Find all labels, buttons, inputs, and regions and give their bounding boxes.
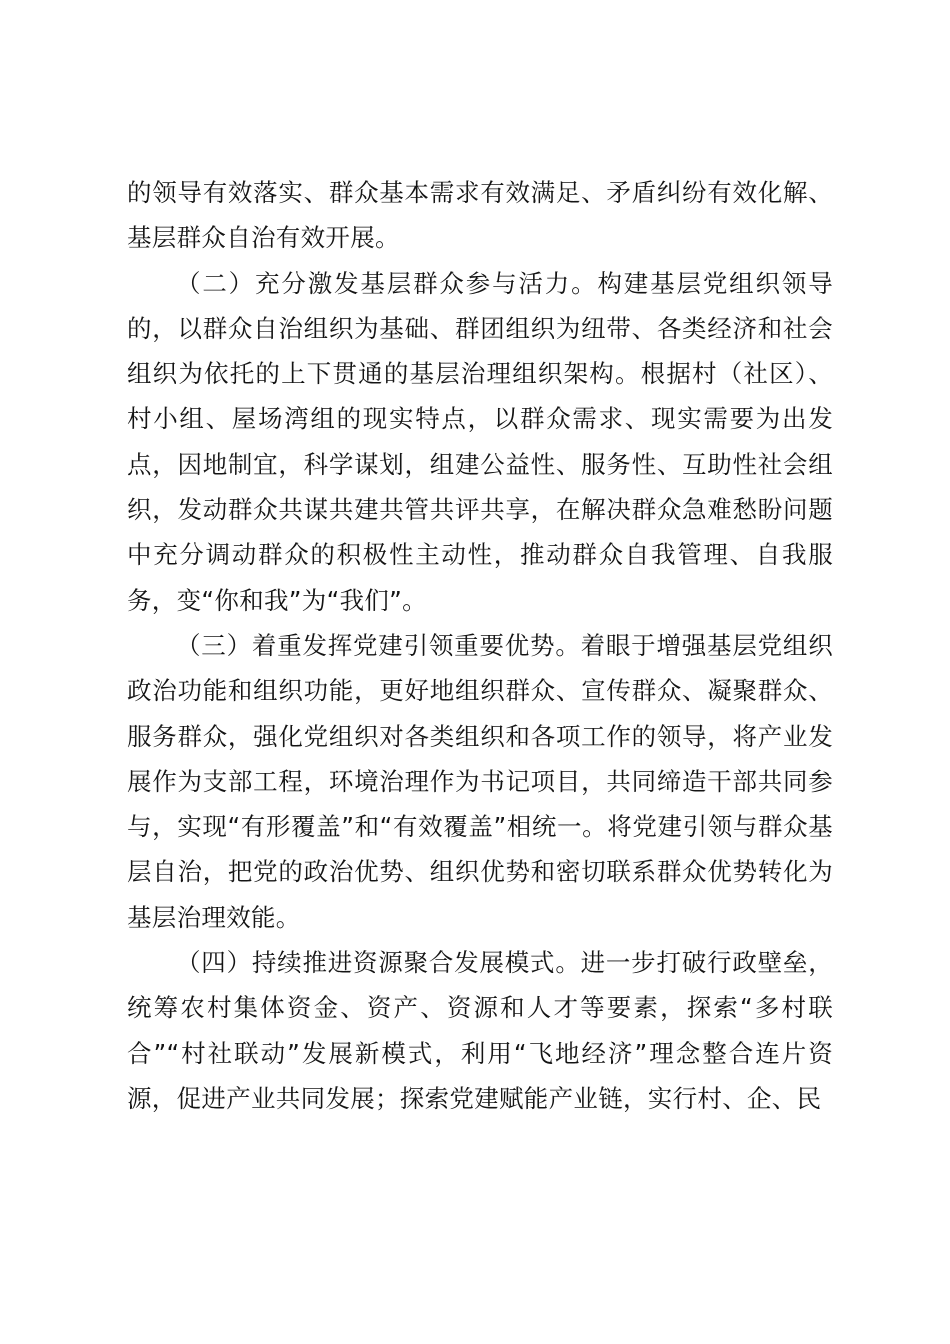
document-page — [127, 170, 833, 1121]
paragraph-section-three: （三）着重发挥党建引领重要优势。着眼于增强基层党组织政治功能和组织功能，更好地组织群众、宣传群众、凝聚群众、服务群众，强化党组织对各类组织和各项工作的领导，将产业发展作为支部工程，环境治理作为书记项目，共同缔造干部共同参与，实现“有形覆盖”和“有效覆盖”相统一。将党建引领与群众基层自治，把党的政治优势、组织优势和密切联系群众优势转化为基层治理效能。 — [127, 630, 833, 932]
paragraph-section-four: （四）持续推进资源聚合发展模式。进一步打破行政壁垒，统筹农村集体资金、资产、资源和人才等要素，探索“多村联合”“村社联动”发展新模式，利用“飞地经济”理念整合连片资源，促进产业共同发展；探索党建赋能产业链，实行村、企、民 — [127, 948, 833, 1113]
paragraph-continuation: 的领导有效落实、群众基本需求有效满足、矛盾纠纷有效化解、基层群众自治有效开展。 — [127, 178, 833, 253]
paragraph-section-two: （二）充分激发基层群众参与活力。构建基层党组织领导的，以群众自治组织为基础、群团组织为纽带、各类经济和社会组织为依托的上下贯通的基层治理组织架构。根据村（社区）、村小组、屋场湾组的现实特点，以群众需求、现实需要为出发点，因地制宜，科学谋划，组建公益性、服务性、互助性社会组织，发动群众共谋共建共管共评共享，在解决群众急难愁盼问题中充分调动群众的积极性主动性，推动群众自我管理、自我服务，变“你和我”为“我们”。 — [127, 268, 833, 615]
